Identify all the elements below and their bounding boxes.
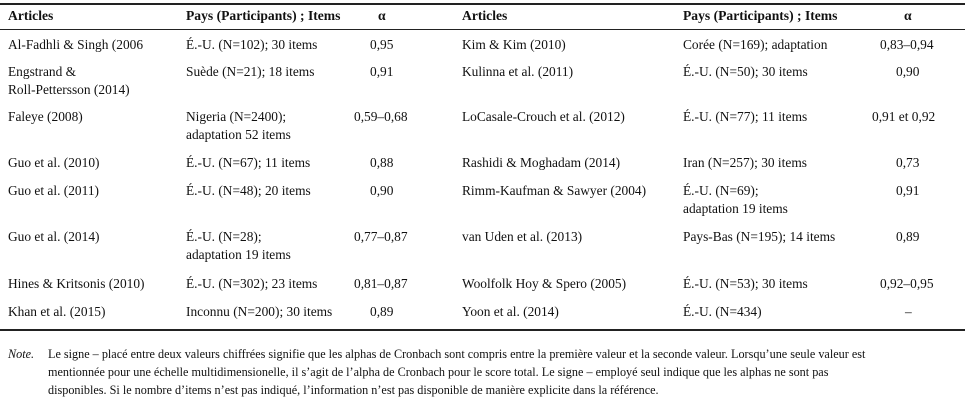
table-cell-pays: É.-U. (N=77); 11 items — [683, 109, 808, 124]
table-cell-pays-line2: adaptation 52 items — [186, 127, 291, 142]
header-pays-right: Pays (Participants) ; Items — [683, 8, 838, 23]
table-cell-pays: É.-U. (N=28); — [186, 229, 262, 244]
table-cell-pays: É.-U. (N=302); 23 items — [186, 276, 318, 291]
table-cell-alpha: 0,81–0,87 — [354, 276, 408, 291]
table-cell-alpha: 0,91 et 0,92 — [872, 109, 936, 124]
table-cell-pays: É.-U. (N=102); 30 items — [186, 37, 318, 52]
table-cell-alpha: 0,83–0,94 — [880, 37, 934, 52]
table-cell-article: Hines & Kritsonis (2010) — [8, 276, 145, 291]
table-cell-alpha: 0,90 — [370, 183, 394, 198]
table-cell-pays: Suède (N=21); 18 items — [186, 64, 315, 79]
table-cell-pays: É.-U. (N=434) — [683, 304, 762, 319]
bottom-rule — [0, 329, 965, 331]
table-cell-alpha: 0,92–0,95 — [880, 276, 934, 291]
note-line-2: mentionnée pour une échelle multidimensionelle, il s’agit de l’alpha de Cronbach pour le score total. Le signe – employé seul indique que les alphas ne sont pas — [48, 365, 829, 379]
table-cell-article: LoCasale-Crouch et al. (2012) — [462, 109, 625, 124]
table-cell-article: Faleye (2008) — [8, 109, 83, 124]
table-cell-article: Woolfolk Hoy & Spero (2005) — [462, 276, 627, 291]
table-cell-pays: Iran (N=257); 30 items — [683, 155, 807, 170]
table-cell-alpha: 0,90 — [896, 64, 920, 79]
table-cell-article: Kim & Kim (2010) — [462, 37, 566, 52]
table-cell-article: Guo et al. (2011) — [8, 183, 99, 198]
table-cell-pays-line2: adaptation 19 items — [683, 201, 788, 216]
top-rule — [0, 3, 965, 5]
header-alpha-right: α — [904, 8, 912, 23]
table-cell-article: Khan et al. (2015) — [8, 304, 106, 319]
table-cell-article: van Uden et al. (2013) — [462, 229, 583, 244]
header-pays-left: Pays (Participants) ; Items — [186, 8, 341, 23]
table-cell-article: Engstrand & — [8, 64, 77, 79]
header-articles-right: Articles — [462, 8, 508, 23]
table-cell-alpha: 0,89 — [896, 229, 920, 244]
note-label: Note. — [8, 347, 35, 361]
note-line-1: Le signe – placé entre deux valeurs chiffrées signifie que les alphas de Cronbach sont compris entre la première valeur et la seconde valeur. Lorsqu’une seule valeur est — [48, 347, 866, 361]
table-cell-pays: É.-U. (N=48); 20 items — [186, 183, 311, 198]
table-cell-pays: Corée (N=169); adaptation — [683, 37, 828, 52]
table-cell-alpha: – — [905, 304, 912, 319]
table-cell-article: Guo et al. (2014) — [8, 229, 100, 244]
table-cell-alpha: 0,88 — [370, 155, 394, 170]
note-line-3: disponibles. Si le nombre d’items n’est pas indiqué, l’information n’est pas disponible de manière explicite dans la référence. — [48, 383, 659, 397]
table-cell-article: Guo et al. (2010) — [8, 155, 100, 170]
table-cell-pays: Nigeria (N=2400); — [186, 109, 287, 124]
table-cell-pays: É.-U. (N=50); 30 items — [683, 64, 808, 79]
table-cell-pays: É.-U. (N=67); 11 items — [186, 155, 311, 170]
header-alpha-left: α — [378, 8, 386, 23]
table-cell-alpha: 0,59–0,68 — [354, 109, 408, 124]
table-cell-article: Rimm-Kaufman & Sawyer (2004) — [462, 183, 647, 198]
table-cell-pays: É.-U. (N=69); — [683, 183, 759, 198]
table-cell-alpha: 0,91 — [370, 64, 394, 79]
header-rule — [0, 29, 965, 30]
table-cell-alpha: 0,73 — [896, 155, 920, 170]
table-cell-alpha: 0,89 — [370, 304, 394, 319]
table-cell-article: Kulinna et al. (2011) — [462, 64, 574, 79]
header-articles-left: Articles — [8, 8, 54, 23]
table-cell-article: Rashidi & Moghadam (2014) — [462, 155, 621, 170]
table-cell-article: Yoon et al. (2014) — [462, 304, 559, 319]
table-cell-alpha: 0,91 — [896, 183, 920, 198]
table-cell-pays: Pays-Bas (N=195); 14 items — [683, 229, 836, 244]
table-cell-pays: Inconnu (N=200); 30 items — [186, 304, 333, 319]
table-cell-alpha: 0,77–0,87 — [354, 229, 408, 244]
table-cell-article-line2: Roll-Pettersson (2014) — [8, 82, 130, 97]
table-cell-article: Al-Fadhli & Singh (2006 — [8, 37, 144, 52]
table-cell-alpha: 0,95 — [370, 37, 394, 52]
table-cell-pays: É.-U. (N=53); 30 items — [683, 276, 808, 291]
table-cell-pays-line2: adaptation 19 items — [186, 247, 291, 262]
